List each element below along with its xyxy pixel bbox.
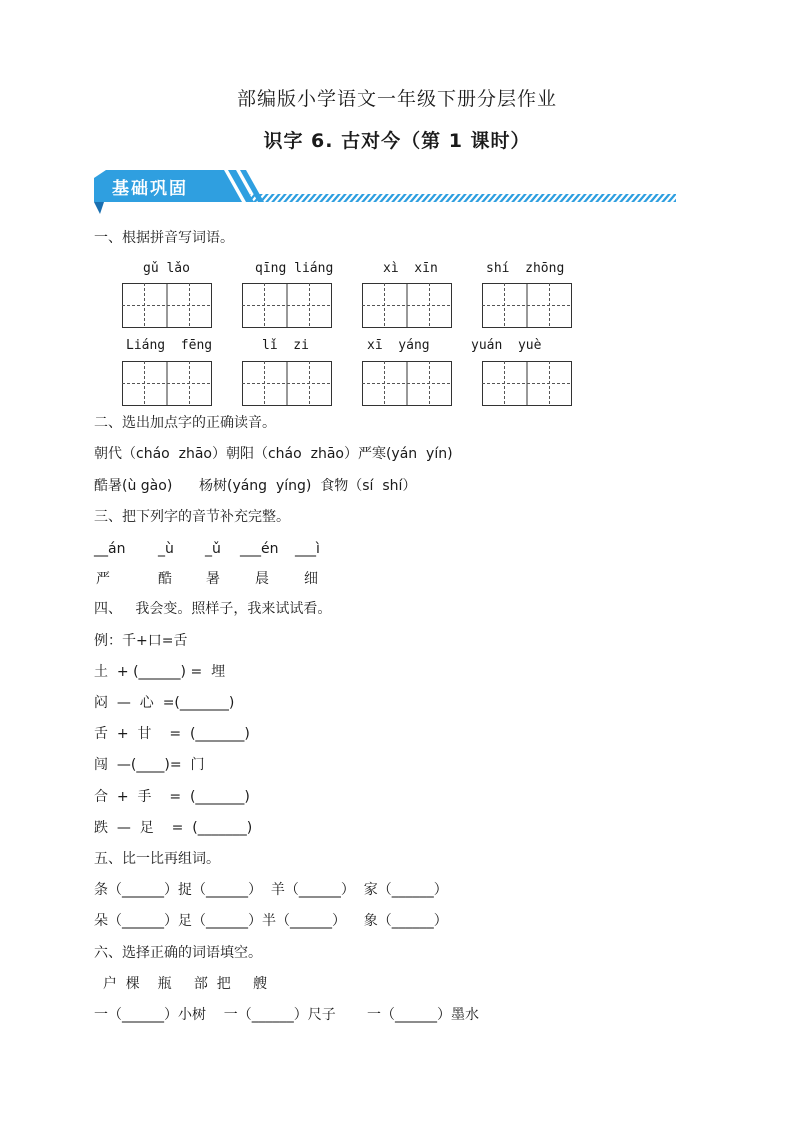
syllable-char-5: 细 [304, 571, 318, 587]
section3-heading: 三、把下列字的音节补充完整。 [94, 509, 290, 525]
syllable-blank-5[interactable]: ___ì [295, 541, 320, 557]
pinyin-1-1: gǔ lǎo [143, 261, 190, 276]
pinyin-1-3: xì xīn [383, 261, 438, 276]
writing-grid[interactable] [362, 283, 452, 328]
section2-line2: 酷暑(ù gào) 杨树(yáng yíng) 食物（sí shí） [94, 478, 417, 494]
syllable-blank-3[interactable]: _ǔ [205, 541, 221, 557]
document-title: 部编版小学语文一年级下册分层作业 [236, 88, 557, 110]
section4-line: 跌 — 足 = (_______) [94, 820, 253, 836]
section4-example: 例：千+口=舌 [94, 633, 188, 649]
section4-line: 舌 + 甘 = (_______) [94, 726, 250, 742]
pinyin-2-3: xī yáng [367, 338, 430, 353]
writing-grid[interactable] [122, 283, 212, 328]
writing-grid[interactable] [122, 361, 212, 406]
section4-heading: 四、 我会变。照样子，我来试试看。 [94, 601, 332, 617]
writing-grid[interactable] [242, 361, 332, 406]
syllable-blank-2[interactable]: _ù [158, 541, 174, 557]
syllable-blank-1[interactable]: __án [94, 541, 126, 557]
writing-grid[interactable] [242, 283, 332, 328]
syllable-char-1: 严 [96, 571, 110, 587]
section4-line: 合 + 手 = (_______) [94, 789, 250, 805]
writing-grid[interactable] [362, 361, 452, 406]
section4-line: 闯 —(____)= 门 [94, 757, 205, 773]
pinyin-2-1: Liáng fēng [126, 338, 213, 353]
section5-heading: 五、比一比再组词。 [94, 851, 220, 867]
section6-heading: 六、选择正确的词语填空。 [94, 945, 262, 961]
section2-heading: 二、选出加点字的正确读音。 [94, 415, 276, 431]
section5-line1: 条（______）捉（______） 羊（______） 家（______） [94, 882, 448, 898]
section5-line2: 朵（______）足（______）半（______） 象（______） [94, 913, 448, 929]
section6-word-bank: 户 棵 瓶 部 把 艘 [94, 976, 268, 992]
section6-line1: 一（______）小树 一（______）尺子 一（______）墨水 [94, 1007, 479, 1023]
section1-heading: 一、根据拼音写词语。 [94, 230, 234, 246]
lesson-subtitle: 识字 6. 古对今（第 1 课时） [263, 130, 531, 152]
section2-line1: 朝代（cháo zhāo）朝阳（cháo zhāo）严寒(yán yín) [94, 446, 453, 462]
syllable-char-4: 晨 [255, 571, 269, 587]
pinyin-1-2: qīng liáng [255, 261, 334, 276]
writing-grid[interactable] [482, 283, 572, 328]
syllable-char-2: 酷 [158, 571, 172, 587]
banner-label: 基础巩固 [112, 179, 188, 199]
syllable-char-3: 暑 [206, 571, 220, 587]
pinyin-1-4: shí zhōng [486, 261, 565, 276]
writing-grid[interactable] [482, 361, 572, 406]
section4-line: 土 + (______) = 埋 [94, 664, 226, 680]
pinyin-2-2: lǐ zi [262, 338, 309, 353]
section4-line: 闷 — 心 =(_______) [94, 695, 235, 711]
syllable-blank-4[interactable]: ___én [240, 541, 279, 557]
pinyin-2-4: yuán yuè [471, 338, 542, 353]
